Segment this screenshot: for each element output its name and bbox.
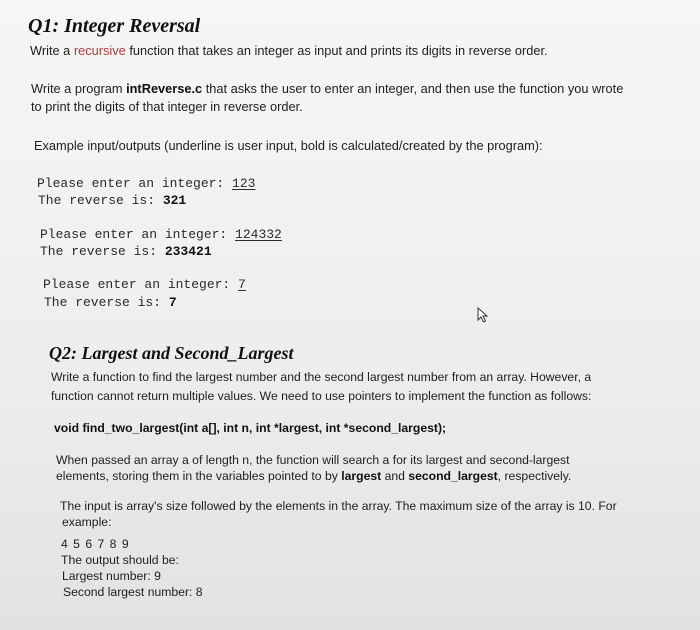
q1-desc-suffix: function that takes an integer as input and prints its digits in reverse order. — [125, 43, 548, 58]
q2-desc-prefix: elements, storing them in the variables pointed to by — [56, 469, 342, 483]
q2-desc-suffix: , respectively. — [497, 469, 572, 483]
q2-intro-line2: function cannot return multiple values. We need to use pointers to implement the function as follows: — [51, 389, 592, 403]
q1-program-suffix: that asks the user to enter an integer, and then use the function you wrote — [202, 81, 624, 96]
mouse-pointer-icon — [476, 307, 490, 323]
q1-desc-recursive: recursive — [73, 43, 126, 58]
q2-signature-text: void find_two_largest(int a[], int n, int *largest, int *second_largest); — [54, 421, 447, 435]
q2-desc-second-largest: second_largest — [408, 469, 498, 483]
q2-desc-largest: largest — [341, 469, 382, 483]
example-1-input: 123 — [232, 176, 256, 191]
example-2-prompt: Please enter an integer: — [40, 227, 236, 242]
q2-desc-line2 — [56, 468, 571, 485]
example-3-result-line — [44, 295, 177, 310]
q1-title: Q1: Integer Reversal — [28, 15, 201, 37]
q1-program-paragraph-line2: to print the digits of that integer in reverse order. — [31, 99, 303, 114]
example-2-input: 124332 — [235, 227, 282, 242]
q1-example-intro: Example input/outputs (underline is user input, bold is calculated/created by the program): — [34, 138, 543, 153]
example-3-input: 7 — [238, 277, 246, 292]
example-2-result-line — [40, 244, 212, 259]
example-2-prompt-line — [40, 227, 282, 242]
example-1-result-label: The reverse is: — [38, 193, 163, 208]
q2-title: Q2: Largest and Second_Largest — [49, 343, 294, 363]
q1-description — [30, 42, 548, 59]
example-1-result-line — [38, 193, 186, 208]
q2-input-line2: example: — [62, 515, 112, 529]
example-3-prompt-line — [43, 277, 246, 292]
q2-desc-line1: When passed an array a of length n, the function will search a for its largest and second-largest — [56, 453, 570, 467]
q2-desc-and: and — [381, 469, 409, 483]
example-3-prompt: Please enter an integer: — [43, 277, 239, 292]
q2-second-largest-line: Second largest number: 8 — [63, 585, 203, 599]
q1-desc-prefix: Write a — [30, 43, 74, 58]
example-1-prompt-line — [37, 176, 255, 191]
q2-intro-line1: Write a function to find the largest number and the second largest number from an array. However, a — [51, 370, 592, 384]
example-3-result-label: The reverse is: — [44, 295, 169, 310]
q2-function-signature — [54, 420, 446, 437]
q1-program-paragraph-line1 — [31, 80, 623, 97]
q1-program-prefix: Write a program — [31, 81, 127, 96]
example-1-prompt: Please enter an integer: — [37, 176, 233, 191]
example-2-result: 233421 — [164, 244, 212, 259]
example-1-result: 321 — [162, 193, 187, 208]
example-3-result: 7 — [168, 295, 177, 310]
q2-output-should-be: The output should be: — [61, 553, 179, 567]
example-2-result-label: The reverse is: — [40, 244, 165, 259]
q2-input-line1: The input is array's size followed by the elements in the array. The maximum size of the array is 10. For — [60, 499, 617, 513]
q1-program-filename: intReverse.c — [126, 81, 203, 96]
q2-input-example: 4 5 6 7 8 9 — [61, 537, 130, 551]
q2-largest-line: Largest number: 9 — [62, 569, 161, 583]
